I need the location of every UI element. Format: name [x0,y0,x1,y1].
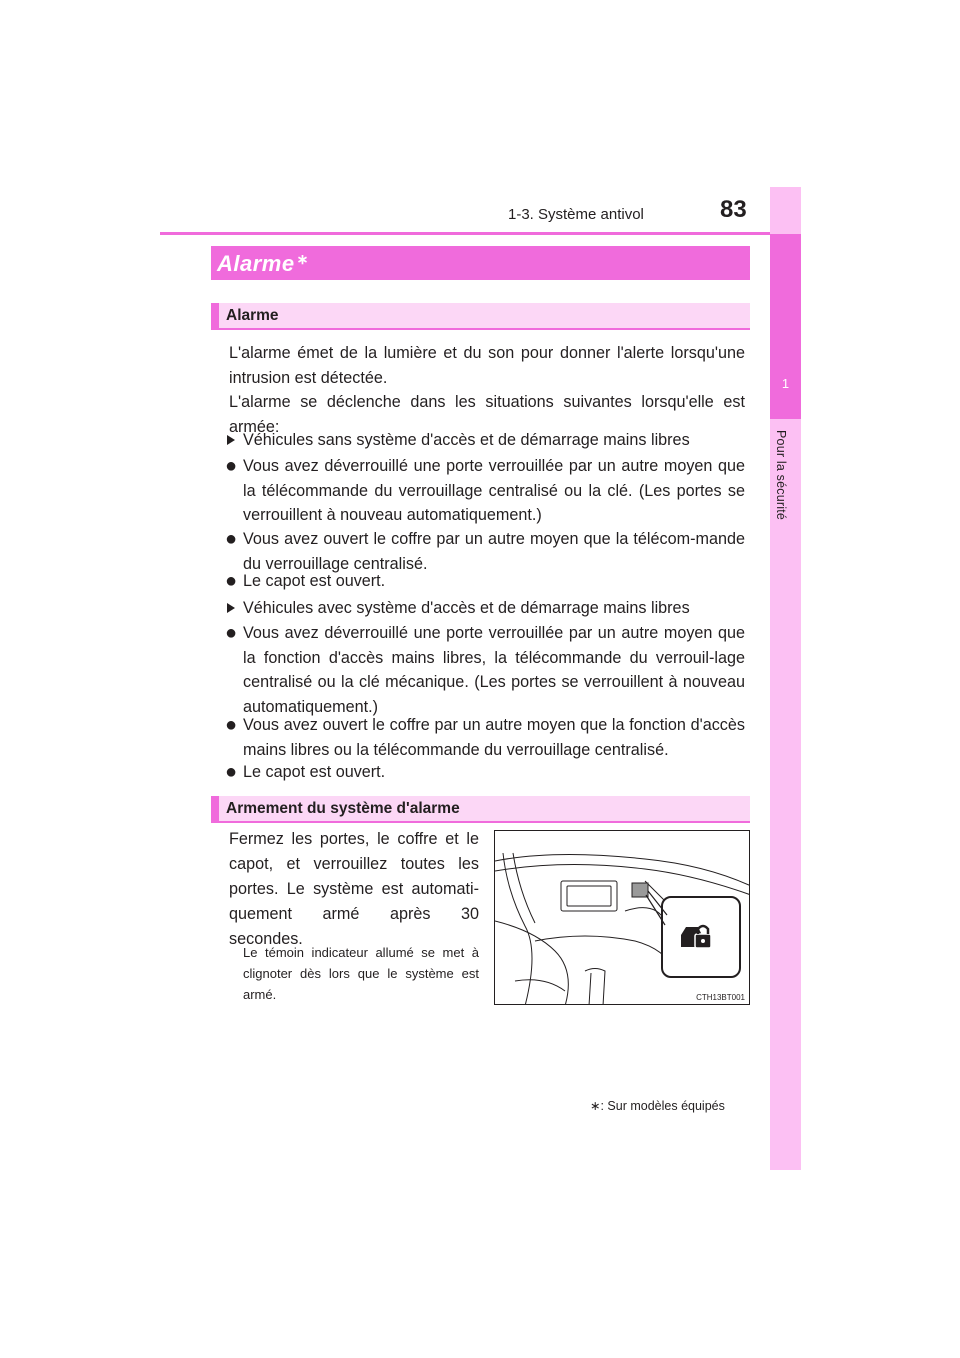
chapter-label: Pour la sécurité [774,430,788,521]
list-item-text: Le capot est ouvert. [243,763,386,781]
bullet-icon: ● [225,570,238,592]
bullet-icon: ● [225,455,238,477]
subheading-marker [211,796,219,823]
bullet-icon: ● [225,714,238,736]
asterisk-icon: ∗ [296,251,309,267]
chapter-number: 1 [781,376,790,391]
dashboard-illustration [494,830,750,1005]
list-item [211,713,745,762]
header-rule [160,232,800,235]
triangle-marker-icon [227,435,235,445]
page-title-text: Alarme [217,251,295,276]
bullet-icon: ● [225,761,238,783]
list-item-text: Le capot est ouvert. [243,572,386,590]
bullet-icon: ● [225,622,238,644]
figure-code: CTH13BT001 [696,993,745,1002]
list-item [211,760,745,785]
list-item [211,454,745,528]
group-title-2-text: Véhicules avec système d'accès et de démarrage mains libres [243,599,690,617]
page-title [217,251,309,277]
subheading-alarm: Alarme [226,307,279,324]
list-item [211,621,745,719]
list-item-text: Vous avez déverrouillé une porte verrouillée par un autre moyen que la télécommande du verrouillage centralisé ou la clé. (Les portes se verrouillent à nouveau automatiquement.) [243,457,745,524]
section-header: 1-3. Système antivol [508,206,644,223]
list-item-text: Vous avez ouvert le coffre par un autre moyen que la fonction d'accès mains libres ou la télécommande du verrouillage centralisé. [243,716,745,759]
list-item [211,569,745,594]
list-item-text: Vous avez ouvert le coffre par un autre moyen que la télécom-mande du verrouillage centralisé. [243,530,745,573]
intro-paragraph-2: L'alarme se déclenche dans les situations suivantes lorsqu'elle est armée: [229,393,745,436]
intro-paragraph-1: L'alarme émet de la lumière et du son pour donner l'alerte lorsqu'une intrusion est détectée. [229,344,745,387]
arming-note: Le témoin indicateur allumé se met à clignoter dès lors que le système est armé. [243,945,479,1002]
group-title-1-text: Véhicules sans système d'accès et de démarrage mains libres [243,431,690,449]
group-title-2 [211,596,745,621]
footnote: ∗: Sur modèles équipés [590,1099,725,1113]
page-number: 83 [720,196,747,223]
list-item-text: Vous avez déverrouillé une porte verrouillée par un autre moyen que la fonction d'accès mains libres, la télécommande du verrouil-lage centralisé ou la clé mécanique. (Les portes se verrouillent à nouveau automatiquement.) [243,624,745,716]
chapter-tab-active [770,234,801,419]
dashboard-drawing [495,831,750,1005]
triangle-marker-icon [227,603,235,613]
group-title-1 [211,428,745,453]
arming-paragraph: Fermez les portes, le coffre et le capot, et verrouillez toutes les portes. Le système est automati-quement armé après 30 secondes. [229,830,479,948]
subheading-bar-alarm [211,303,750,330]
subheading-arming: Armement du système d'alarme [226,800,460,817]
subheading-marker [211,303,219,330]
bullet-icon: ● [225,528,238,550]
